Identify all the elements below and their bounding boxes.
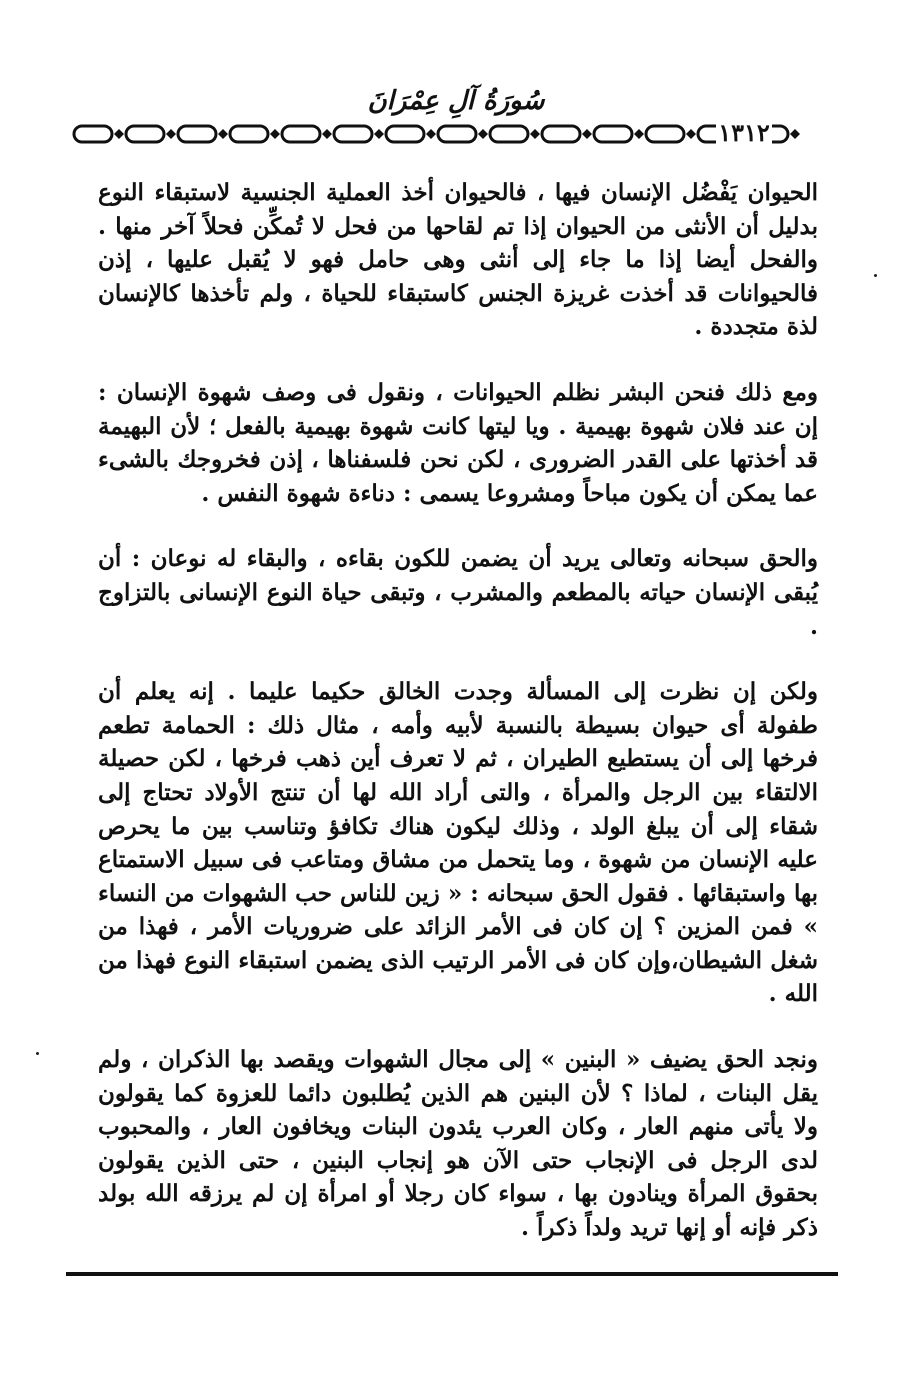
chain-diamond [426,129,436,139]
chain-link [178,126,216,142]
paragraph-5: ونجد الحق يضيف « البنين » إلى مجال الشهوات ويقصد بها الذكران ، ولم يقل البنات ، لماذا ؟ لأن البنين هم الذين يُطلبون دائما للعزوة كما يقولون ولا يأتى منهم العار ، وكان العرب يئدون البنات ويخافون العار ، والمحبوب لدى الرجل فى الإنجاب حتى الآن هو إنجاب البنين ، حتى الذين يقولون بحقوق المرأة وينادون بها ، سواء كان رجلا أو امرأة إن لم يرزقه الله بولد ذكر فإنه أو إنها تريد ولداً ذكراً . [98,1046,818,1242]
chain-diamond [166,129,176,139]
chain-link [438,126,476,142]
paragraph-1: الحيوان يَفْضُل الإنسان فيها ، فالحيوان أخذ العملية الجنسية لاستبقاء النوع بدليل أن الأنثى من الحيوان إذا تم لقاحها من فحل لا تُمكِّن فحلاً آخر منها . والفحل أيضا إذا ما جاء إلى أنثى وهى حامل فهو لا يُقبل عليها ، إذن فالحيوانات قد أخذت غريزة الجنس كاستبقاء للحياة ، ولم تأخذها كالإنسان لذة متجددة . [98,179,818,341]
footer-rule [66,1272,838,1276]
body-text [98,176,818,1245]
chain-diamond [478,129,488,139]
surah-title: سُورَةُ آلِ عِمْرَانَ [367,86,545,116]
chain-link [126,126,164,142]
chain-diamond [634,129,644,139]
chain-link [542,126,580,142]
chain-diamond [582,129,592,139]
chain-diamond [686,129,696,139]
chain-link [646,126,684,142]
page-number: ١٣١٢ [716,118,772,148]
chain-link [594,126,632,142]
chain-link [386,126,424,142]
chain-diamond [218,129,228,139]
chain-link [282,126,320,142]
chain-diamond [530,129,540,139]
chain-link [334,126,372,142]
scan-speck [874,274,877,277]
chain-link [74,126,112,142]
scan-speck [36,1052,39,1055]
chain-diamond [114,129,124,139]
chain-diamond [270,129,280,139]
paragraph-4: ولكن إن نظرت إلى المسألة وجدت الخالق حكيما عليما . إنه يعلم أن طفولة أى حيوان بسيطة بالنسبة لأبيه وأمه ، مثال ذلك : الحمامة تطعم فرخها إلى أن يستطيع الطيران ، ثم لا تعرف أين ذهب فرخها ، لكن حصيلة الالتقاء بين الرجل والمرأة ، والتى أراد الله لها أن تنتج الأولاد تحتاج إلى شقاء إلى أن يبلغ الولد ، وذلك ليكون هناك تكافؤ وتناسب بين ما يحرص عليه الإنسان من شهوة ، وما يتحمل من مشاق ومتاعب فى سبيل الاستمتاع بها واستبقائها . فقول الحق سبحانه : « زين للناس حب الشهوات من النساء » فمن المزين ؟ إن كان فى الأمر الزائد على ضروريات الأمر ، فهذا من شغل الشيطان،وإن كان فى الأمر الرتيب الذى يضمن استبقاء النوع فهذا من الله . [98,678,818,1008]
paragraph-2: ومع ذلك فنحن البشر نظلم الحيوانات ، ونقول فى وصف شهوة الإنسان : إن عند فلان شهوة بهيمية . ويا ليتها كانت شهوة بهيمية بالفعل ؛ لأن البهيمة قد أخذتها على القدر الضرورى ، لكن نحن فلسفناها ، إذن فخروجك بالشىء عما يمكن أن يكون مباحاً ومشروعا يسمى : دناءة شهوة النفس . [98,378,818,507]
chain-link [490,126,528,142]
chain-diamond [374,129,384,139]
chain-diamond [790,129,800,139]
paragraph-3: والحق سبحانه وتعالى يريد أن يضمن للكون بقاءه ، والبقاء له نوعان : أن يُبقى الإنسان حياته بالمطعم والمشرب ، وتبقى حياة النوع الإنسانى بالتزاوج . [98,545,819,640]
chain-link [230,126,268,142]
chain-diamond [322,129,332,139]
